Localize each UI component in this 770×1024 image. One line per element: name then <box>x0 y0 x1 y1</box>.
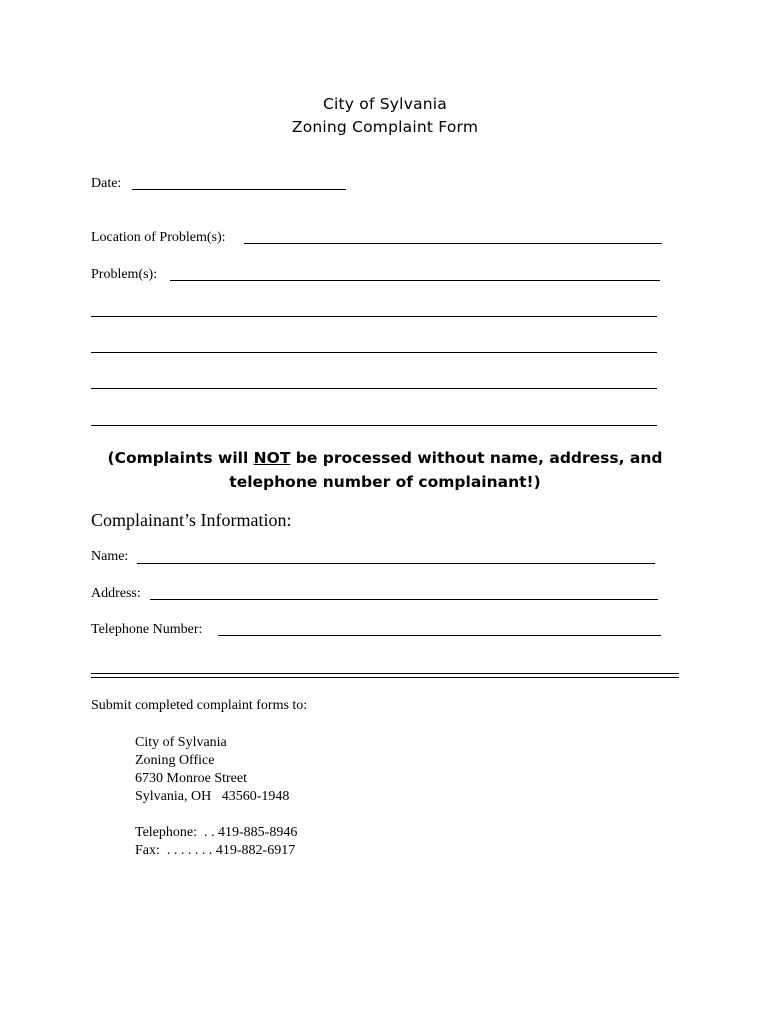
office-contact <box>135 824 297 860</box>
problems-extra-line[interactable] <box>91 388 657 389</box>
notice-text: telephone number of complainant!) <box>229 473 541 491</box>
address-line: Sylvania, OH 43560-1948 <box>135 789 290 804</box>
address-field-line[interactable] <box>150 599 658 600</box>
separator-line <box>91 677 679 678</box>
telephone-label: Telephone Number: <box>91 622 203 637</box>
problems-label: Problem(s): <box>91 267 158 282</box>
address-line: City of Sylvania <box>135 735 227 750</box>
office-fax: Fax: . . . . . . . 419-882-6917 <box>135 843 296 858</box>
office-telephone: Telephone: . . 419-885-8946 <box>135 825 298 840</box>
form-title-city: City of Sylvania <box>323 95 447 113</box>
problems-extra-line[interactable] <box>91 425 657 426</box>
notice-text: be processed without name, address, and <box>290 449 663 467</box>
date-field-line[interactable] <box>132 189 346 190</box>
name-field-line[interactable] <box>137 563 655 564</box>
separator-line <box>91 673 679 674</box>
problems-extra-line[interactable] <box>91 352 657 353</box>
submit-intro: Submit completed complaint forms to: <box>91 698 308 713</box>
telephone-field-line[interactable] <box>218 635 661 636</box>
problems-extra-line[interactable] <box>91 316 657 317</box>
office-address <box>135 734 289 806</box>
date-label: Date: <box>91 176 122 191</box>
notice-emphasis: NOT <box>253 449 291 467</box>
form-title: Zoning Complaint Form <box>291 118 479 136</box>
problems-field-line[interactable] <box>170 280 660 281</box>
processing-notice <box>60 446 710 494</box>
address-line: 6730 Monroe Street <box>135 771 247 786</box>
complainant-heading: Complainant’s Information: <box>91 510 292 530</box>
location-label: Location of Problem(s): <box>91 230 226 245</box>
address-label: Address: <box>91 586 141 601</box>
notice-text: (Complaints will <box>107 449 254 467</box>
address-line: Zoning Office <box>135 753 215 768</box>
location-field-line[interactable] <box>244 243 662 244</box>
name-label: Name: <box>91 549 129 564</box>
